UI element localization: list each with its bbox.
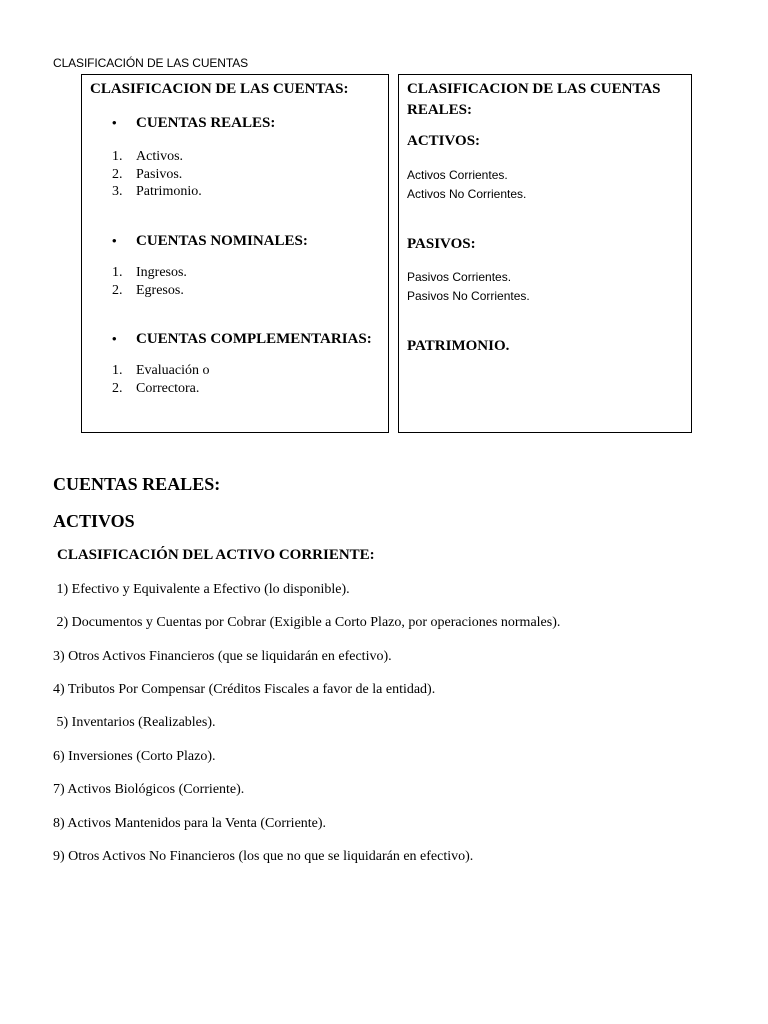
list-item: Pasivos Corrientes. — [407, 270, 512, 284]
pasivos-heading: PASIVOS: — [407, 236, 476, 252]
list-item: 8) Activos Mantenidos para la Venta (Corriente). — [53, 816, 327, 831]
list-item: Pasivos No Corrientes. — [407, 288, 530, 303]
list-cuentas-complementarias — [112, 362, 209, 397]
list-item: 1. Ingresos. — [112, 265, 187, 280]
list-item: 7) Activos Biológicos (Corriente). — [53, 782, 245, 797]
bullet-icon: • — [112, 115, 117, 130]
list-item: 2. Correctora. — [112, 380, 200, 396]
list-item: 2) Documentos y Cuentas por Cobrar (Exigible a Corto Plazo, por operaciones normales). — [53, 615, 561, 630]
list-item: Activos Corrientes. — [407, 168, 508, 182]
list-item: 2. Egresos. — [112, 282, 184, 298]
section-title: CUENTAS REALES: — [53, 474, 221, 494]
list-cuentas-reales — [112, 148, 202, 201]
subsection-title: ACTIVOS — [53, 511, 135, 531]
list-item: Activos No Corrientes. — [407, 186, 527, 201]
list-item: 9) Otros Activos No Financieros (los que no que se liquidarán en efectivo). — [53, 849, 474, 864]
classification-title: CLASIFICACIÓN DEL ACTIVO CORRIENTE: — [57, 547, 375, 563]
left-box-heading: CLASIFICACION DE LAS CUENTAS: — [90, 81, 349, 97]
list-cuentas-nominales — [112, 264, 187, 299]
activos-list — [407, 166, 526, 203]
bullet-icon: • — [112, 331, 117, 346]
right-box-heading: CLASIFICACION DE LAS CUENTAS REALES: — [407, 81, 661, 118]
patrimonio-heading: PATRIMONIO. — [407, 338, 510, 354]
list-item: 5) Inventarios (Realizables). — [53, 715, 216, 730]
classification-box-left: CLASIFICACION DE LAS CUENTAS: • CUENTAS REALES: 1. Activos. 2. Pasivos. 3. Patrimonio. • CUENTAS NOMINALES: 1. Ingresos. 2. Egresos. • CUENTAS COMPLEMENTARIAS: 1. Evaluación o 2. Correctora. — [81, 74, 389, 433]
pasivos-list — [407, 268, 530, 305]
page-header-title: CLASIFICACIÓN DE LAS CUENTAS — [53, 56, 249, 70]
list-item: 3) Otros Activos Financieros (que se liquidarán en efectivo). — [53, 649, 392, 664]
activos-heading: ACTIVOS: — [407, 133, 481, 149]
list-item: 6) Inversiones (Corto Plazo). — [53, 749, 216, 764]
list-item: 1) Efectivo y Equivalente a Efectivo (lo disponible). — [53, 582, 350, 597]
list-item: 3. Patrimonio. — [112, 184, 202, 199]
list-item: 1. Evaluación o — [112, 363, 210, 378]
list-item: 4) Tributos Por Compensar (Créditos Fiscales a favor de la entidad). — [53, 682, 436, 697]
list-item: 2. Pasivos. — [112, 166, 183, 182]
classification-box-right — [398, 74, 692, 433]
bullet-icon: • — [112, 233, 117, 248]
list-item: 1. Activos. — [112, 149, 184, 164]
